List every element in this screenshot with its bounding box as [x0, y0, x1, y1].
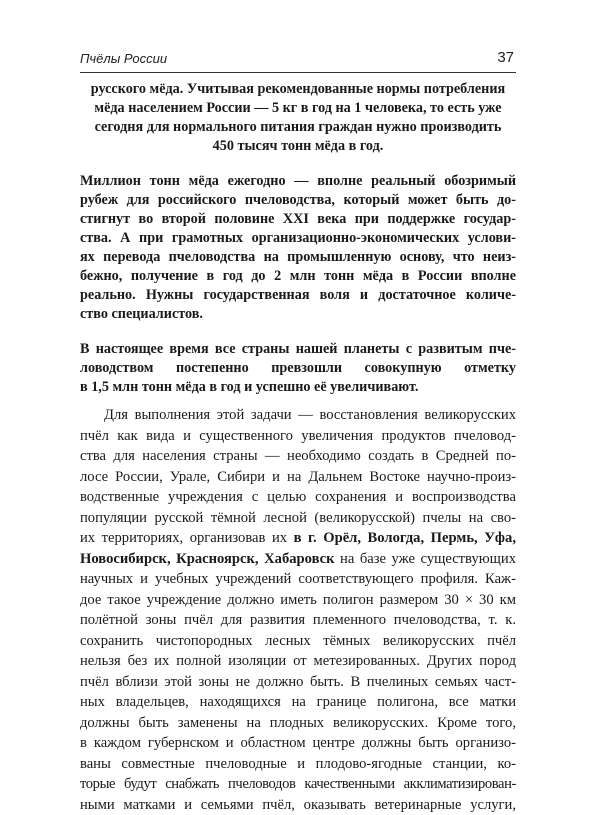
text-line: ными матками и семьями пчёл, оказывать ветеринарные услуги,: [80, 795, 516, 815]
text-line: Миллион тонн мёда ежегодно — вполне реальный обозримый: [80, 172, 516, 191]
text-line: 450 тысяч тонн мёда в год.: [80, 137, 516, 156]
text-line: рубеж для российского пчеловодства, который может быть до-: [80, 191, 516, 210]
text-line: сохранить чистопородных лесных тёмных великорусских пчёл: [80, 631, 516, 652]
text-line: [80, 549, 516, 570]
header-rule: [80, 72, 516, 73]
text-line: в 1,5 млн тонн мёда в год и успешно её увеличивают.: [80, 378, 516, 397]
text-line: ства. А при грамотных организационно-экономических услови-: [80, 229, 516, 248]
text-line: лосе России, Урале, Сибири и на Дальнем Востоке научно-произ-: [80, 467, 516, 488]
text-line: русского мёда. Учитывая рекомендованные нормы потребления: [80, 80, 516, 99]
page-number: 37: [497, 49, 514, 66]
text-line: сегодня для нормального питания граждан нужно производить: [80, 118, 516, 137]
running-header: [80, 48, 516, 74]
text-line: пчёл как вида и существенного увеличения продуктов пчеловод-: [80, 426, 516, 447]
text-line: водственные учреждения с целью сохранения и воспроизводства: [80, 487, 516, 508]
text-line: ных владельцев, находящихся на границе полигона, все матки: [80, 692, 516, 713]
text-line: мёда населением России — 5 кг в год на 1 человека, то есть уже: [80, 99, 516, 118]
text-line: ство специалистов.: [80, 305, 516, 324]
running-title: Пчёлы России: [80, 51, 167, 66]
text-line: нельзя без их полной изоляции от метезированных. Других пород: [80, 651, 516, 672]
text-line: полётной зоны пчёл для развития племенного пчеловодства, т. к.: [80, 610, 516, 631]
text-line: В настоящее время все страны нашей планеты с развитым пче-: [80, 340, 516, 359]
text-line: популяции русской тёмной лесной (великорусской) пчелы на сво-: [80, 508, 516, 529]
city-list-bold: в г. Орёл, Вологда, Пермь, Уфа,: [294, 530, 516, 546]
text-line: ваны совместные пчеловодные и плодово-ягодные станции, ко-: [80, 754, 516, 775]
text-line: пчёл вблизи этой зоны не должно быть. В пчелиных семьях част-: [80, 672, 516, 693]
text-segment: на базе уже существующих: [335, 551, 516, 567]
text-line: реально. Нужны государственная воля и достаточное количе-: [80, 286, 516, 305]
body-paragraph: [80, 405, 516, 815]
bold-paragraph-2: [80, 172, 516, 324]
text-line: ях перевода пчеловодства на промышленную основу, что неиз-: [80, 248, 516, 267]
text-line: дое такое учреждение должно иметь полигон размером 30 × 30 км: [80, 590, 516, 611]
text-line: должны быть заменены на плодных великорусских. Кроме того,: [80, 713, 516, 734]
text-line: в каждом губернском и областном центре должны быть организо-: [80, 733, 516, 754]
text-line: [80, 528, 516, 549]
text-segment: их территориях, организовав их: [80, 530, 294, 546]
page-content: [80, 80, 516, 815]
text-line: научных и учебных учреждений соответствующего профиля. Каж-: [80, 569, 516, 590]
text-line: торые будут снабжать пчеловодов качественными акклиматизирован-: [80, 774, 516, 795]
text-line: бежно, получение в год до 2 млн тонн мёда в России вполне: [80, 267, 516, 286]
text-line: ства для населения страны — необходимо создать в Средней по-: [80, 446, 516, 467]
bold-paragraph-1: [80, 80, 516, 156]
text-line: стигнут во второй половине XXI века при поддержке государ-: [80, 210, 516, 229]
city-list-bold: Новосибирск, Красноярск, Хабаровск: [80, 551, 335, 567]
text-line: ловодством постепенно превзошли совокупную отметку: [80, 359, 516, 378]
bold-paragraph-3: [80, 340, 516, 397]
text-line: Для выполнения этой задачи — восстановления великорусских: [80, 405, 516, 426]
